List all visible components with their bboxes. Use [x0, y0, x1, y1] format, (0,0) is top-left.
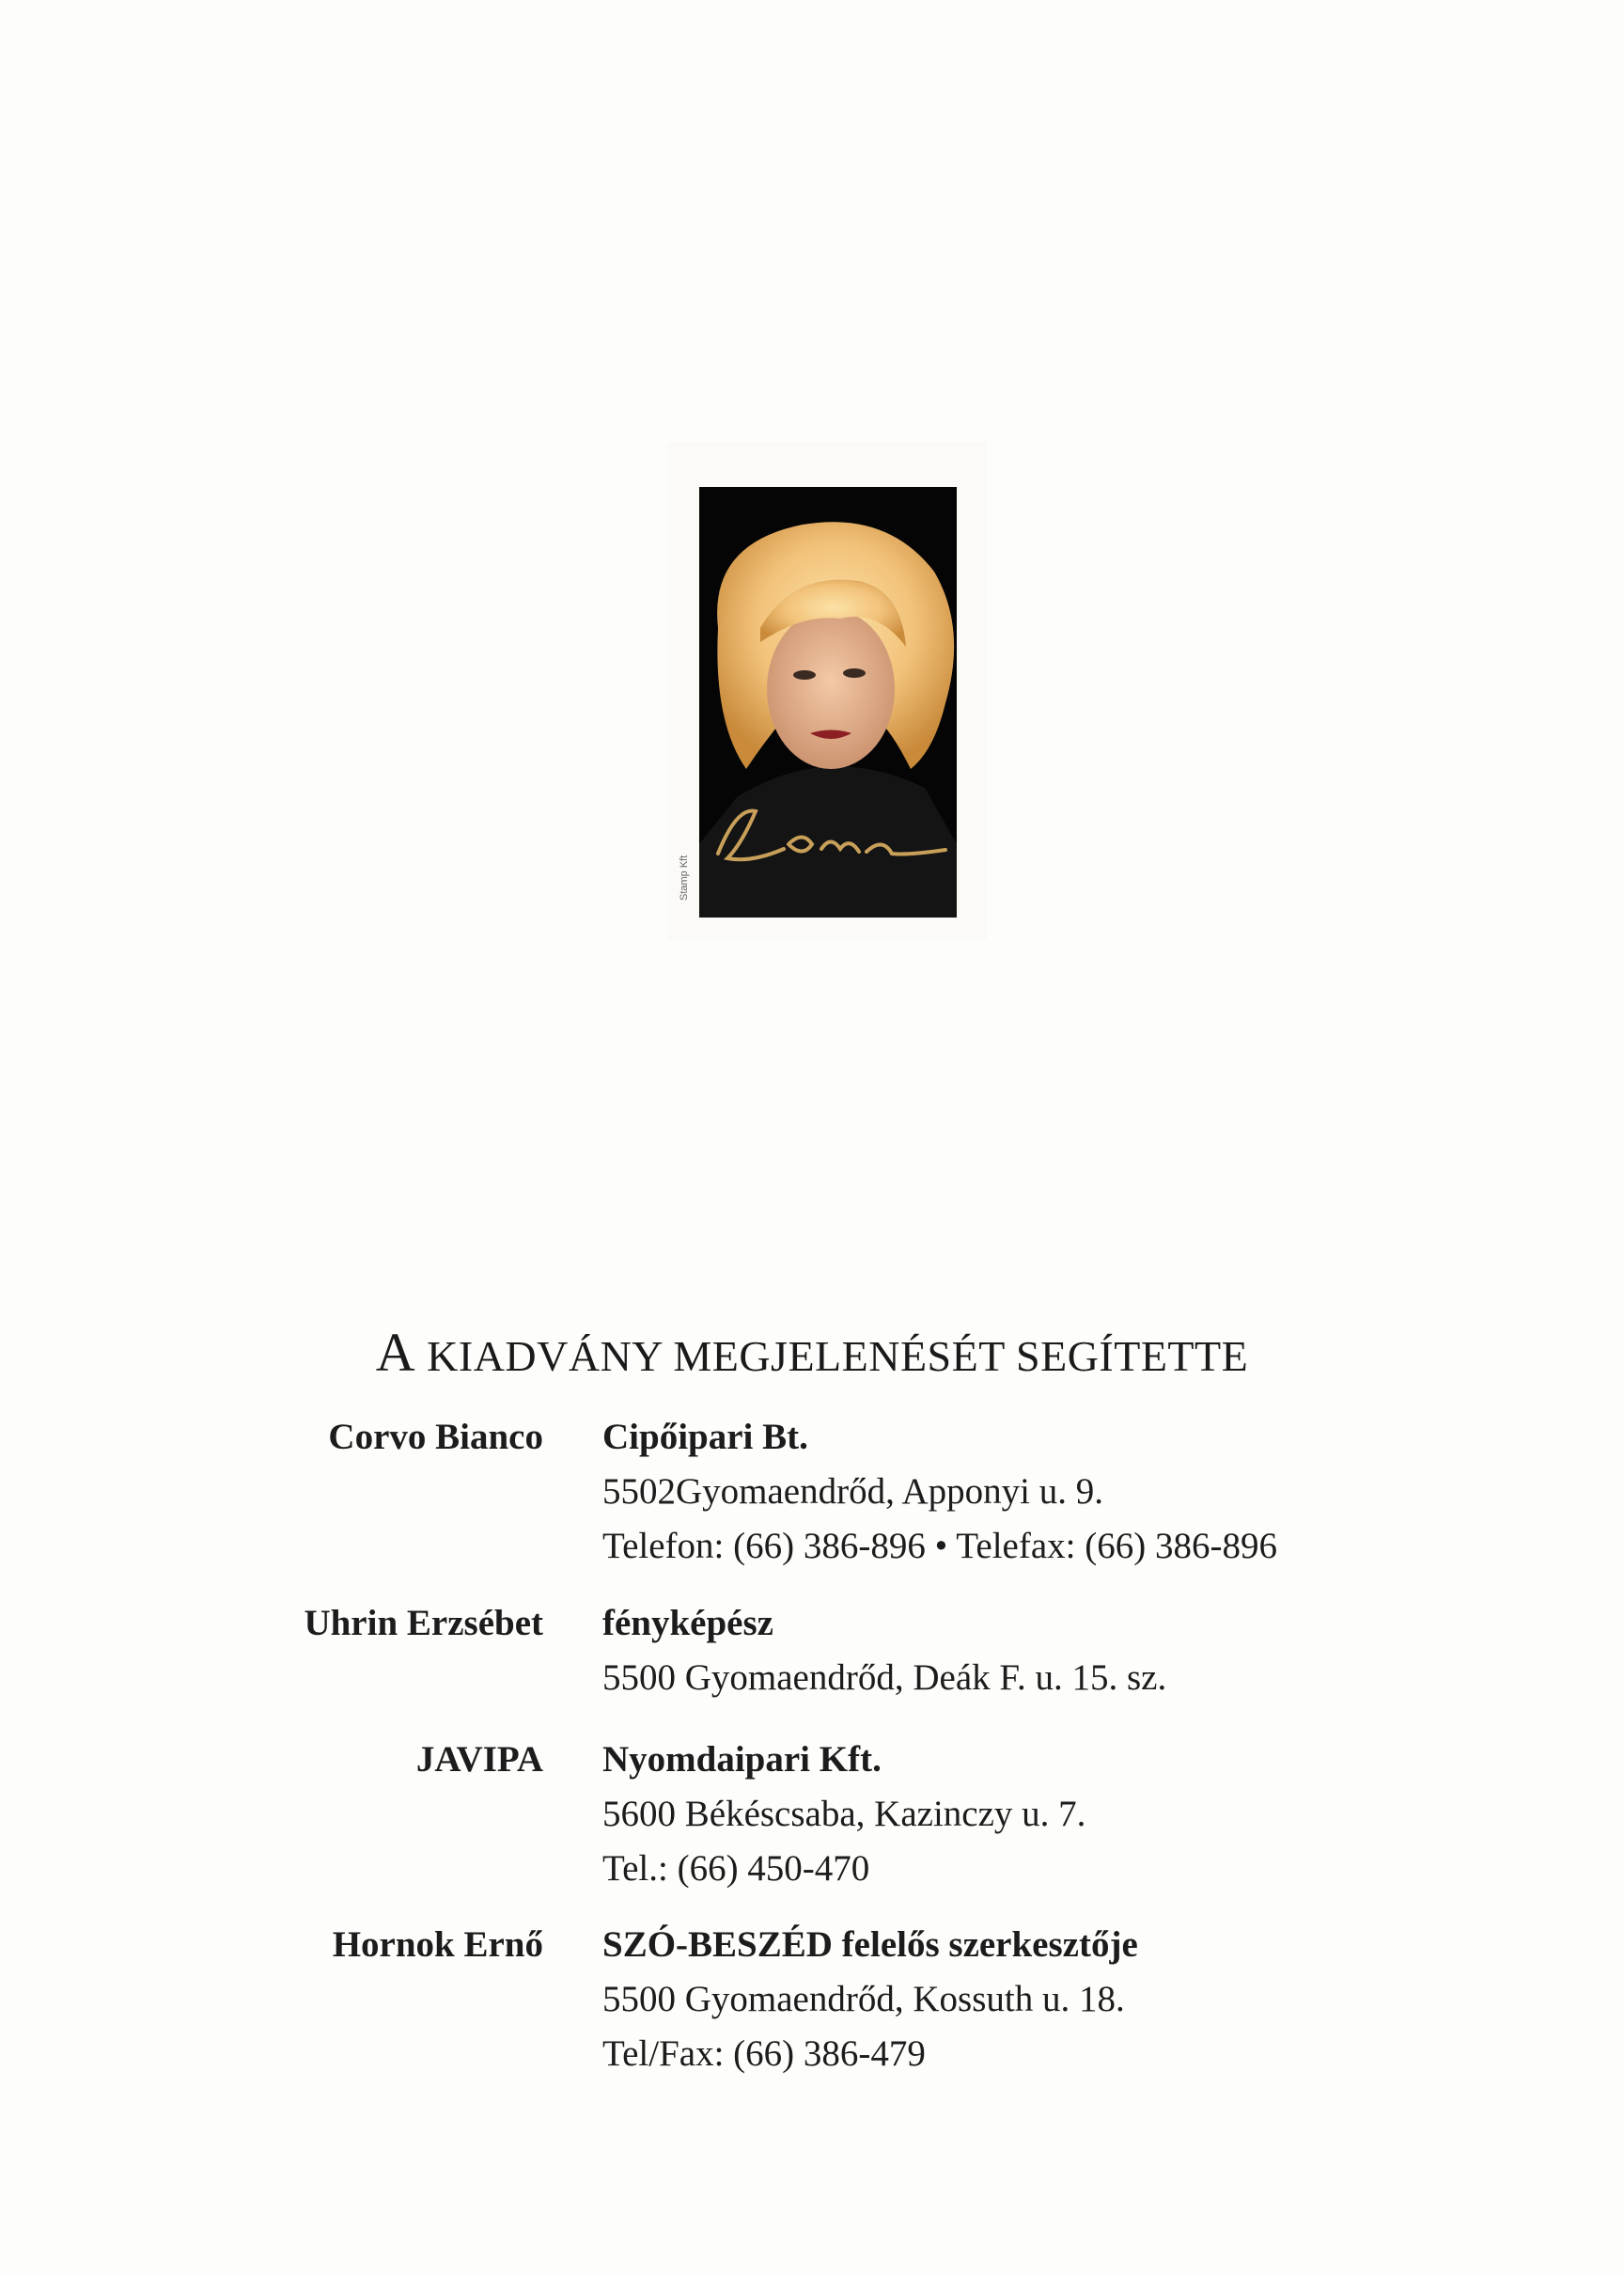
photo-credit: Stamp Kft	[679, 855, 690, 901]
credit-address: 5502Gyomaendrőd, Apponyi u. 9.	[602, 1471, 1103, 1512]
credit-name: JAVIPA	[415, 1739, 543, 1780]
credit-details	[602, 1733, 1599, 1896]
portrait-photo	[699, 487, 957, 918]
credit-details	[602, 1410, 1599, 1574]
credit-address: 5500 Gyomaendrőd, Kossuth u. 18.	[602, 1979, 1125, 2019]
credit-details	[602, 1596, 1599, 1705]
credit-address: 5600 Békéscsaba, Kazinczy u. 7.	[602, 1794, 1086, 1834]
credit-role: SZÓ-BESZÉD felelős szerkesztője	[602, 1924, 1138, 1965]
page-title	[0, 1321, 1624, 1384]
credit-name: Uhrin Erzsébet	[304, 1603, 543, 1643]
credit-phone: Telefon: (66) 386-896 • Telefax: (66) 386-896	[602, 1526, 1277, 1566]
credit-phone: Tel/Fax: (66) 386-479	[602, 2033, 926, 2074]
portrait-image	[699, 487, 957, 918]
credit-address: 5500 Gyomaendrőd, Deák F. u. 15. sz.	[602, 1657, 1167, 1698]
credit-phone: Tel.: (66) 450-470	[602, 1848, 870, 1889]
credit-role: fényképész	[602, 1603, 773, 1643]
page-title-rest: KIADVÁNY MEGJELENÉSÉT SEGÍTETTE	[415, 1332, 1249, 1380]
credit-role: Cipőipari Bt.	[602, 1417, 808, 1457]
credit-details	[602, 1918, 1599, 2081]
credit-name: Corvo Bianco	[328, 1417, 543, 1457]
page-title-initial: A	[375, 1322, 416, 1383]
credit-role: Nyomdaipari Kft.	[602, 1739, 882, 1780]
credit-name: Hornok Ernő	[332, 1924, 543, 1965]
portrait-photo-card	[667, 442, 987, 940]
